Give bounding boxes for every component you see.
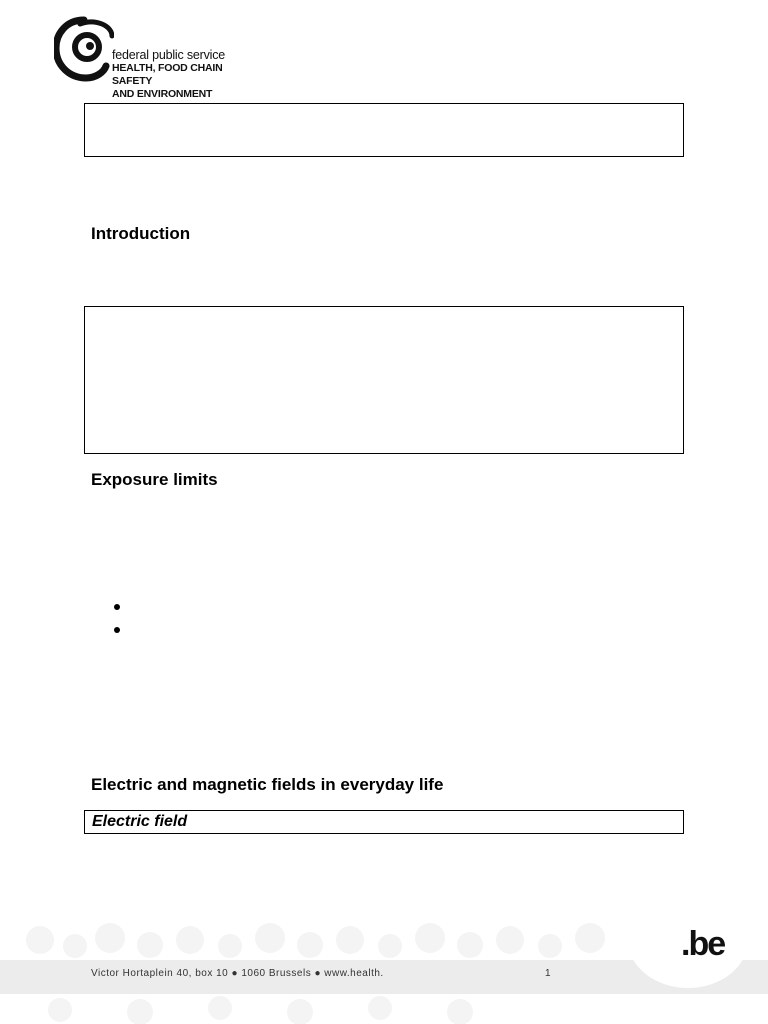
title-box <box>84 103 684 157</box>
logo-line-environment: AND ENVIRONMENT <box>112 88 213 100</box>
fps-logo <box>54 14 264 100</box>
intro-box <box>84 306 684 454</box>
heading-everyday-fields: Electric and magnetic fields in everyday life <box>91 775 444 794</box>
heading-introduction: Introduction <box>91 224 191 243</box>
subheading-electric-field: Electric field <box>92 813 188 830</box>
electric-field-box <box>84 810 684 834</box>
logo-text <box>112 48 264 101</box>
logo-line-service: federal public service <box>112 48 226 62</box>
heading-exposure-limits: Exposure limits <box>91 470 218 489</box>
fps-swirl-icon <box>54 14 114 84</box>
footer-address: Victor Hortaplein 40, box 10 ● 1060 Brussels ● www.health. <box>91 968 384 979</box>
be-logo: .be <box>681 925 725 963</box>
logo-line-health: HEALTH, FOOD CHAIN SAFETY <box>112 62 223 87</box>
page-number: 1 <box>545 968 551 979</box>
